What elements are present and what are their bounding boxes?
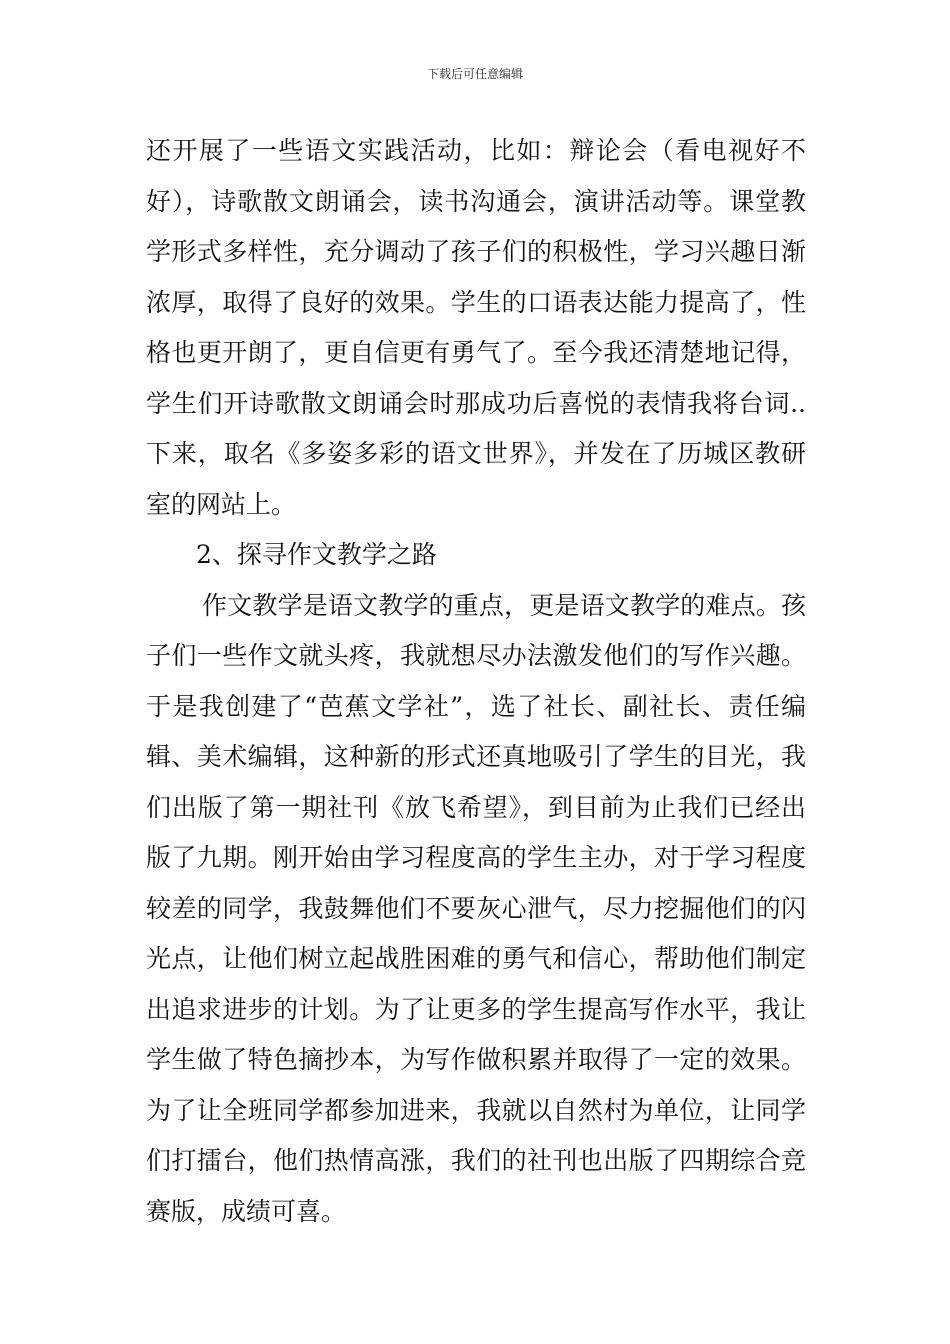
paragraph-activities: 还开展了一些语文实践活动，比如：辩论会（看电视好不好），诗歌散文朗诵会，读书沟通会，演讲活动等。课堂教学形式多样性，充分调动了孩子们的积极性，学习兴趣日渐浓厚，取得了良好的效果。学生的口语表达能力提高了，性格也更开朗了，更自信更有勇气了。至今我还清楚地记得，学生们开诗歌散文朗诵会时那成功后喜悦的表情我将台词..下来，取名《多姿多彩的语文世界》，并发在了历城区教研室的网站上。 <box>146 136 806 519</box>
page-header-note: 下载后可任意编辑 <box>426 67 523 81</box>
paragraph-composition-teaching: 作文教学是语文教学的重点，更是语文教学的难点。孩子们一些作文就头疼，我就想尽办法激发他们的写作兴趣。于是我创建了“芭蕉文学社”，选了社长、副社长、责任编辑、美术编辑，这种新的形式还真地吸引了学生的目光，我们出版了第一期社刊《放飞希望》，到目前为止我们已经出版了九期。刚开始由学习程度高的学生主办，对于学习程度较差的同学，我鼓舞他们不要灰心泄气，尽力挖掘他们的闪光点，让他们树立起战胜困难的勇气和信心，帮助他们制定出追求进步的计划。为了让更多的学生提高写作水平，我让学生做了特色摘抄本，为写作做积累并取得了一定的效果。为了让全班同学都参加进来，我就以自然村为单位，让同学们打擂台，他们热情高涨，我们的社刊也出版了四期综合竞赛版，成绩可喜。 <box>146 590 806 1226</box>
document-body <box>146 126 806 1237</box>
section-heading-composition: 2、探寻作文教学之路 <box>196 540 437 569</box>
